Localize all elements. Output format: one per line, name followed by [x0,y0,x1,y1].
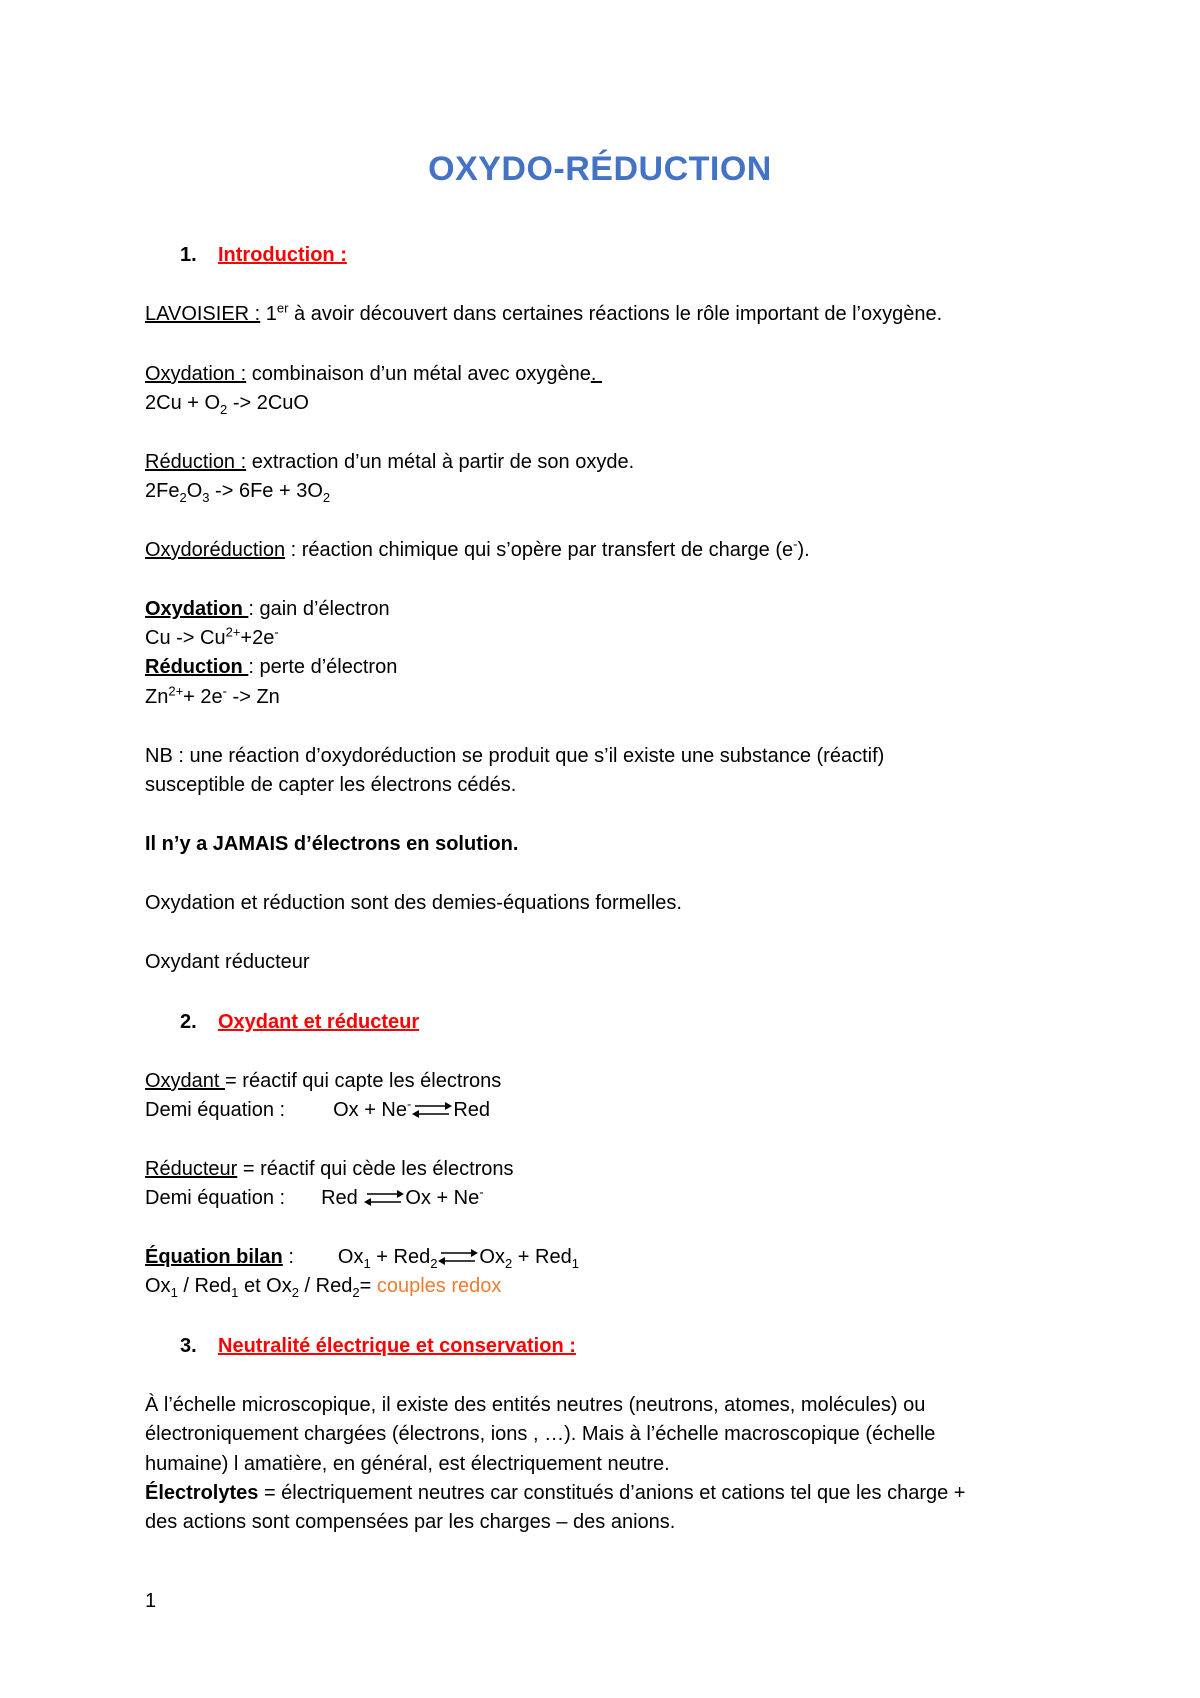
dot: . [590,363,597,385]
electrolytes-line [145,1481,965,1505]
text: Zn [145,686,169,708]
text: = réactif qui cède les électrons [237,1158,514,1180]
subscript: 1 [170,1285,178,1300]
term: Réducteur [145,1158,238,1180]
colon: : [240,363,247,385]
colon: : [282,1246,294,1268]
text: Ox [337,1246,364,1268]
superscript: - [407,1096,412,1112]
superscript: - [793,536,798,552]
subscript: 1 [363,1256,371,1271]
equilibrium-arrow-icon [411,1101,453,1119]
subscript: 2 [179,490,187,505]
oxydant-reducteur-line: Oxydant réducteur [145,951,310,973]
reduction-perte-line [145,655,397,679]
section-number: 2. [180,1011,197,1033]
section-1-heading [180,243,347,267]
superscript: 2+ [168,683,184,699]
text: O [186,480,203,502]
subscript: 2 [322,490,331,505]
text: : perte d’électron [248,656,398,678]
text: à avoir découvert dans certaines réactions le rôle important de l’oxygène. [288,303,943,325]
text: Red [453,1099,491,1121]
subscript: 2 [352,1285,360,1300]
text: Ox + Ne [405,1187,480,1209]
term: Équation bilan [145,1246,283,1268]
label: Demi équation : [145,1099,286,1121]
reduction-definition [145,450,634,474]
couples-redox-highlight: couples redox [376,1275,502,1297]
subscript: 2 [291,1285,299,1300]
section-label: Oxydant et réducteur [218,1011,420,1033]
paragraph-3-line-2: électroniquement chargées (électrons, ions , …). Mais à l’échelle macroscopique (échelle [145,1423,936,1445]
text: + Red [370,1246,431,1268]
subscript: 1 [571,1256,579,1271]
equation-2 [145,479,330,503]
section-number: 3. [180,1335,197,1357]
section-label: Introduction : [218,244,347,266]
jamais-line: Il n’y a JAMAIS d’électrons en solution. [145,833,519,855]
text: 1 [260,303,277,325]
text: = électriquement neutres car constitués d’anions et cations tel que les charge + [258,1482,966,1504]
trailing-underline [596,363,602,385]
nb-line-2: susceptible de capter les électrons cédés. [145,774,517,796]
section-2-heading [180,1010,419,1034]
section-number: 1. [180,244,197,266]
page-number: 1 [145,1590,157,1612]
text: Red [321,1187,364,1209]
subscript: 2 [220,402,228,417]
equation-bilan [145,1245,579,1269]
oxydant-definition [145,1069,501,1093]
text: et Ox [238,1275,292,1297]
text: Cu -> Cu [145,627,226,649]
term: Oxydant [145,1070,226,1092]
text: -> Zn [227,686,280,708]
text: Ox + Ne [333,1099,407,1121]
text: extraction d’un métal à partir de son oxyde. [246,451,635,473]
equilibrium-arrow-icon [437,1248,479,1266]
text: = réactif qui capte les électrons [225,1070,502,1092]
text: : réaction chimique qui s’opère par transfert de charge (e [285,539,794,561]
text: Ox [479,1246,505,1268]
paragraph-3-line-1: À l’échelle microscopique, il existe des entités neutres (neutrons, atomes, molécules) ou [145,1394,926,1416]
oxydoreduction-definition [145,538,810,562]
term: LAVOISIER : [145,303,261,325]
term: Réduction : [145,451,247,473]
superscript: 2+ [225,624,241,640]
paragraph-3-line-3: humaine) l amatière, en général, est électriquement neutre. [145,1453,670,1475]
subscript: 2 [430,1256,438,1271]
text: Ox [145,1275,171,1297]
text: = [359,1275,377,1297]
term: Oxydation [145,363,241,385]
section-3-heading [180,1334,576,1358]
demi-equations-line: Oxydation et réduction sont des demies-équations formelles. [145,892,682,914]
nb-line-1: NB : une réaction d’oxydoréduction se produit que s’il existe une substance (réactif) [145,745,885,767]
reducteur-definition [145,1157,514,1181]
equation-4 [145,685,280,709]
page-title: OXYDO-RÉDUCTION [428,150,772,188]
paragraph-3-line-5: des actions sont compensées par les charges – des anions. [145,1511,676,1533]
superscript: er [276,300,289,316]
oxydation-definition [145,362,602,386]
superscript: - [274,624,279,640]
equilibrium-arrow-icon [363,1189,405,1207]
couples-redox-line [145,1274,501,1298]
text: -> 2CuO [227,392,309,414]
equation-1 [145,391,309,415]
text: : gain d’électron [248,598,390,620]
text: + Red [512,1246,572,1268]
text: +2e [240,627,275,649]
term: Oxydoréduction [145,539,286,561]
section-label: Neutralité électrique et conservation : [218,1335,576,1357]
text: combinaison d’un métal avec oxygène [246,363,591,385]
term: Électrolytes [145,1482,259,1504]
term: Réduction [145,656,249,678]
lavoisier-line [145,302,942,326]
demi-equation-2 [145,1186,484,1210]
demi-equation-1 [145,1098,490,1122]
superscript: - [222,683,227,699]
text: 2Fe [145,480,180,502]
term: Oxydation [145,598,249,620]
text: 2Cu + O [145,392,221,414]
text: / Red [177,1275,232,1297]
superscript: - [479,1184,484,1200]
text: + 2e [183,686,223,708]
oxydation-gain-line [145,597,390,621]
subscript: 2 [504,1256,513,1271]
label: Demi équation : [145,1187,286,1209]
text: -> 6Fe + 3O [209,480,323,502]
subscript: 1 [231,1285,239,1300]
text: / Red [298,1275,353,1297]
equation-3 [145,626,279,650]
text: ). [797,539,810,561]
subscript: 3 [202,490,210,505]
